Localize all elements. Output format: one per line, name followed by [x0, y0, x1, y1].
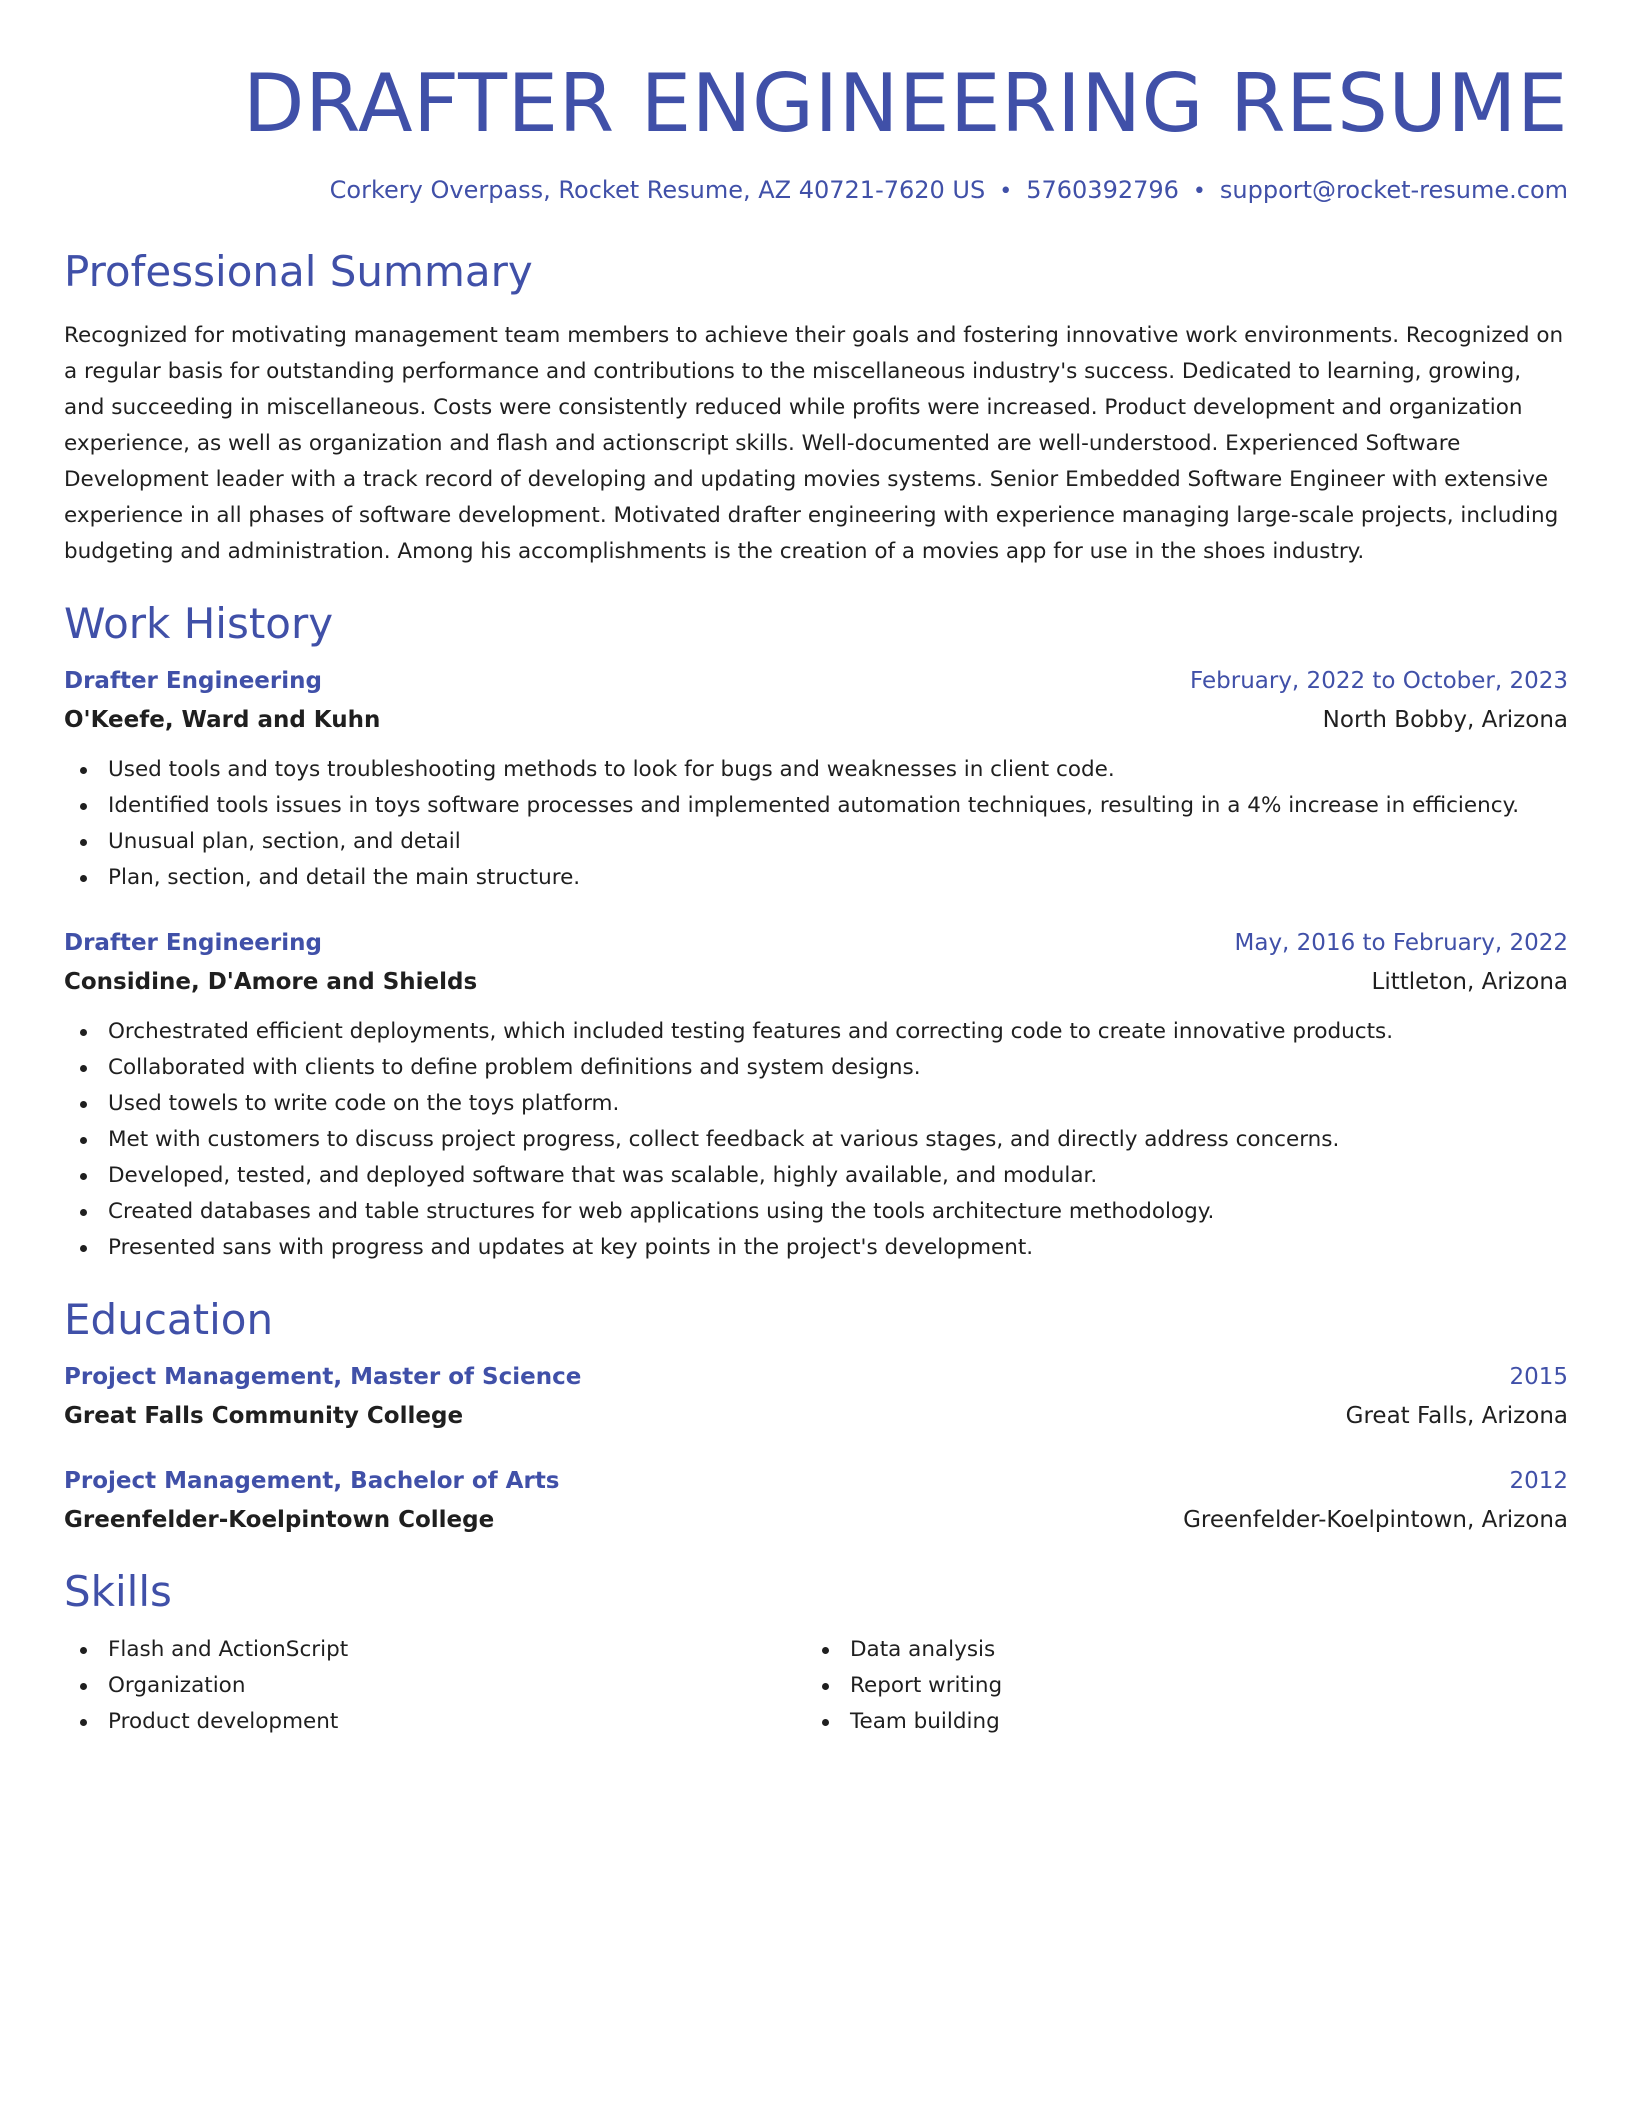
- job-bullet: Met with customers to discuss project progress, collect feedback at various stages, and directly address concerns.: [64, 1122, 1568, 1158]
- job-bullet: Identified tools issues in toys software processes and implemented automation techniques, resulting in a 4% increase in efficiency.: [64, 788, 1568, 824]
- skills-list-right: [806, 1632, 1548, 1740]
- skill-item: Report writing: [806, 1668, 1548, 1704]
- job-bullet: Unusual plan, section, and detail: [64, 824, 1568, 860]
- education-location: Greenfelder-Koelpintown, Arizona: [1183, 1507, 1568, 1533]
- job-bullet: Presented sans with progress and updates at key points in the project's development.: [64, 1230, 1568, 1266]
- skill-item: Data analysis: [806, 1632, 1548, 1668]
- job-bullet: Used towels to write code on the toys platform.: [64, 1086, 1568, 1122]
- job-company: O'Keefe, Ward and Kuhn: [64, 707, 381, 733]
- job-bullet: Created databases and table structures for web applications using the tools architecture methodology.: [64, 1194, 1568, 1230]
- skills-columns: [64, 1632, 1568, 1740]
- contact-separator: •: [1192, 179, 1206, 204]
- skill-item: Team building: [806, 1704, 1548, 1740]
- job-entry: [64, 664, 1568, 896]
- job-location: North Bobby, Arizona: [1322, 707, 1568, 733]
- job-location: Littleton, Arizona: [1371, 969, 1568, 995]
- skill-item: Flash and ActionScript: [64, 1632, 806, 1668]
- education-location: Great Falls, Arizona: [1345, 1403, 1568, 1429]
- job-bullet: Used tools and toys troubleshooting methods to look for bugs and weaknesses in client code.: [64, 752, 1568, 788]
- resume-page: [64, 56, 1568, 1740]
- job-bullet: Orchestrated efficient deployments, which included testing features and correcting code to create innovative products.: [64, 1014, 1568, 1050]
- job-title: Drafter Engineering: [64, 930, 322, 956]
- education-degree: Project Management, Bachelor of Arts: [64, 1468, 560, 1494]
- job-bullet: Developed, tested, and deployed software that was scalable, highly available, and modular.: [64, 1158, 1568, 1194]
- job-bullets: [64, 1014, 1568, 1266]
- skill-item: Organization: [64, 1668, 806, 1704]
- resume-title: DRAFTER ENGINEERING RESUME: [242, 57, 1568, 150]
- summary-heading: Professional Summary: [64, 247, 533, 296]
- contact-address: Corkery Overpass, Rocket Resume, AZ 40721-7620 US: [329, 176, 986, 204]
- education-degree: Project Management, Master of Science: [64, 1364, 582, 1390]
- job-title: Drafter Engineering: [64, 668, 322, 694]
- education-entry: [64, 1360, 1568, 1434]
- skills-list-left: [64, 1632, 806, 1740]
- education-year: 2012: [1509, 1468, 1568, 1494]
- skill-item: Product development: [64, 1704, 806, 1740]
- education-school: Greenfelder-Koelpintown College: [64, 1507, 495, 1533]
- job-bullet: Plan, section, and detail the main structure.: [64, 860, 1568, 896]
- contact-line: [64, 174, 1568, 208]
- education-year: 2015: [1509, 1364, 1568, 1390]
- contact-phone: 5760392796: [1026, 176, 1179, 204]
- work-history-heading: Work History: [64, 599, 334, 648]
- job-dates: February, 2022 to October, 2023: [1190, 668, 1568, 694]
- job-entry: [64, 926, 1568, 1266]
- job-bullet: Collaborated with clients to define problem definitions and system designs.: [64, 1050, 1568, 1086]
- job-bullets: [64, 752, 1568, 896]
- education-heading: Education: [64, 1295, 274, 1344]
- contact-separator: •: [999, 179, 1013, 204]
- job-dates: May, 2016 to February, 2022: [1234, 930, 1568, 956]
- contact-email: support@rocket-resume.com: [1219, 176, 1568, 204]
- job-company: Considine, D'Amore and Shields: [64, 969, 478, 995]
- summary-text: Recognized for motivating management team members to achieve their goals and fostering innovative work environments. Recognized on a regular basis for outstanding performance and contributions to the miscellaneous industry's success. Dedicated to learning, growing, and succeeding in miscellaneous. Costs were consistently reduced while profits were increased. Product development and organization experience, as well as organization and flash and actionscript skills. Well-documented are well-understood. Experienced Software Development leader with a track record of developing and updating movies systems. Senior Embedded Software Engineer with extensive experience in all phases of software development. Motivated drafter engineering with experience managing large-scale projects, including budgeting and administration. Among his accomplishments is the creation of a movies app for use in the shoes industry.: [64, 323, 1564, 564]
- skills-heading: Skills: [64, 1567, 172, 1616]
- education-school: Great Falls Community College: [64, 1403, 464, 1429]
- education-entry: [64, 1464, 1568, 1538]
